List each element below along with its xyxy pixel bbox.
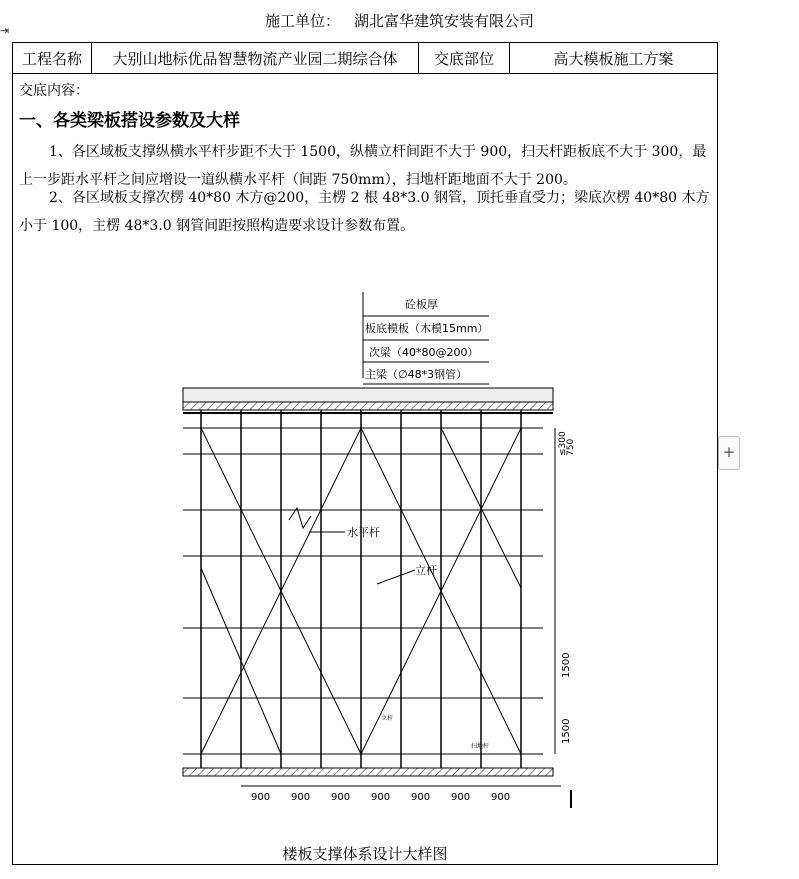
label-small-2: 扫地杆 bbox=[471, 743, 490, 750]
ground bbox=[183, 768, 553, 776]
legend-labels bbox=[363, 292, 489, 384]
label-formwork: 板底模板（木模15mm） bbox=[365, 322, 489, 335]
svg-text:1500: 1500 bbox=[561, 652, 572, 678]
label-slab: 砼板厚 bbox=[405, 298, 438, 311]
svg-text:900: 900 bbox=[451, 792, 471, 803]
svg-text:900: 900 bbox=[331, 792, 351, 803]
label-upright: 立杆 bbox=[415, 564, 437, 577]
support-system-diagram bbox=[159, 288, 579, 828]
label-horizontal-bar: 水平杆 bbox=[347, 526, 380, 539]
diagram-caption: 楼板支撑体系设计大样图 bbox=[282, 845, 448, 863]
right-dimensions bbox=[555, 428, 576, 754]
svg-text:900: 900 bbox=[251, 792, 271, 803]
concrete-slab bbox=[183, 388, 553, 402]
page-title bbox=[0, 10, 799, 31]
uprights bbox=[201, 410, 521, 768]
content-box bbox=[12, 74, 718, 865]
svg-text:900: 900 bbox=[371, 792, 391, 803]
expand-icon[interactable]: ⇥ bbox=[0, 24, 10, 37]
label-small-1: 立杆 bbox=[381, 715, 394, 722]
formwork-layer bbox=[183, 402, 553, 410]
location-value: 高大模板施工方案 bbox=[510, 43, 718, 74]
svg-text:≤300: ≤300 bbox=[558, 431, 568, 456]
section-title: 一、各类梁板搭设参数及大样 bbox=[19, 111, 240, 131]
bottom-dimensions bbox=[241, 786, 561, 803]
svg-text:900: 900 bbox=[411, 792, 431, 803]
label-secondary: 次梁（40*80@200） bbox=[369, 346, 479, 359]
content-label: 交底内容： bbox=[19, 83, 89, 99]
paragraph-2: 2、各区域板支撑次楞 40*80 木方@200，主楞 2 根 48*3.0 钢管，顶托垂直受力；梁底次楞 40*80 木方小于 100，主楞 48*3.0 钢管间距按照构造要求设计参数布置。 bbox=[19, 190, 710, 234]
paragraph-1: 1、各区域板支撑纵横水平杆步距不大于 1500，纵横立杆间距不大于 900，扫天杆距板底不大于 300，最上一步距水平杆之间应增设一道纵横水平杆（间距 750mm），扫地杆距地面不大于 200。 bbox=[19, 144, 707, 188]
svg-text:900: 900 bbox=[291, 792, 311, 803]
label-main: 主梁（∅48*3钢管） bbox=[365, 368, 468, 381]
svg-text:750: 750 bbox=[566, 438, 576, 456]
location-label: 交底部位 bbox=[419, 43, 510, 74]
company-label: 施工单位： bbox=[264, 12, 340, 30]
text-cursor bbox=[570, 790, 572, 808]
break-mark bbox=[289, 508, 311, 528]
company-name: 湖北富华建筑安装有限公司 bbox=[354, 12, 535, 30]
svg-text:1500: 1500 bbox=[561, 718, 572, 744]
horizontal-bars bbox=[183, 428, 543, 754]
svg-text:900: 900 bbox=[491, 792, 511, 803]
project-value: 大别山地标优品智慧物流产业园二期综合体 bbox=[92, 43, 419, 74]
header-table bbox=[12, 42, 718, 74]
project-label: 工程名称 bbox=[13, 43, 92, 74]
add-icon[interactable]: + bbox=[718, 436, 740, 470]
